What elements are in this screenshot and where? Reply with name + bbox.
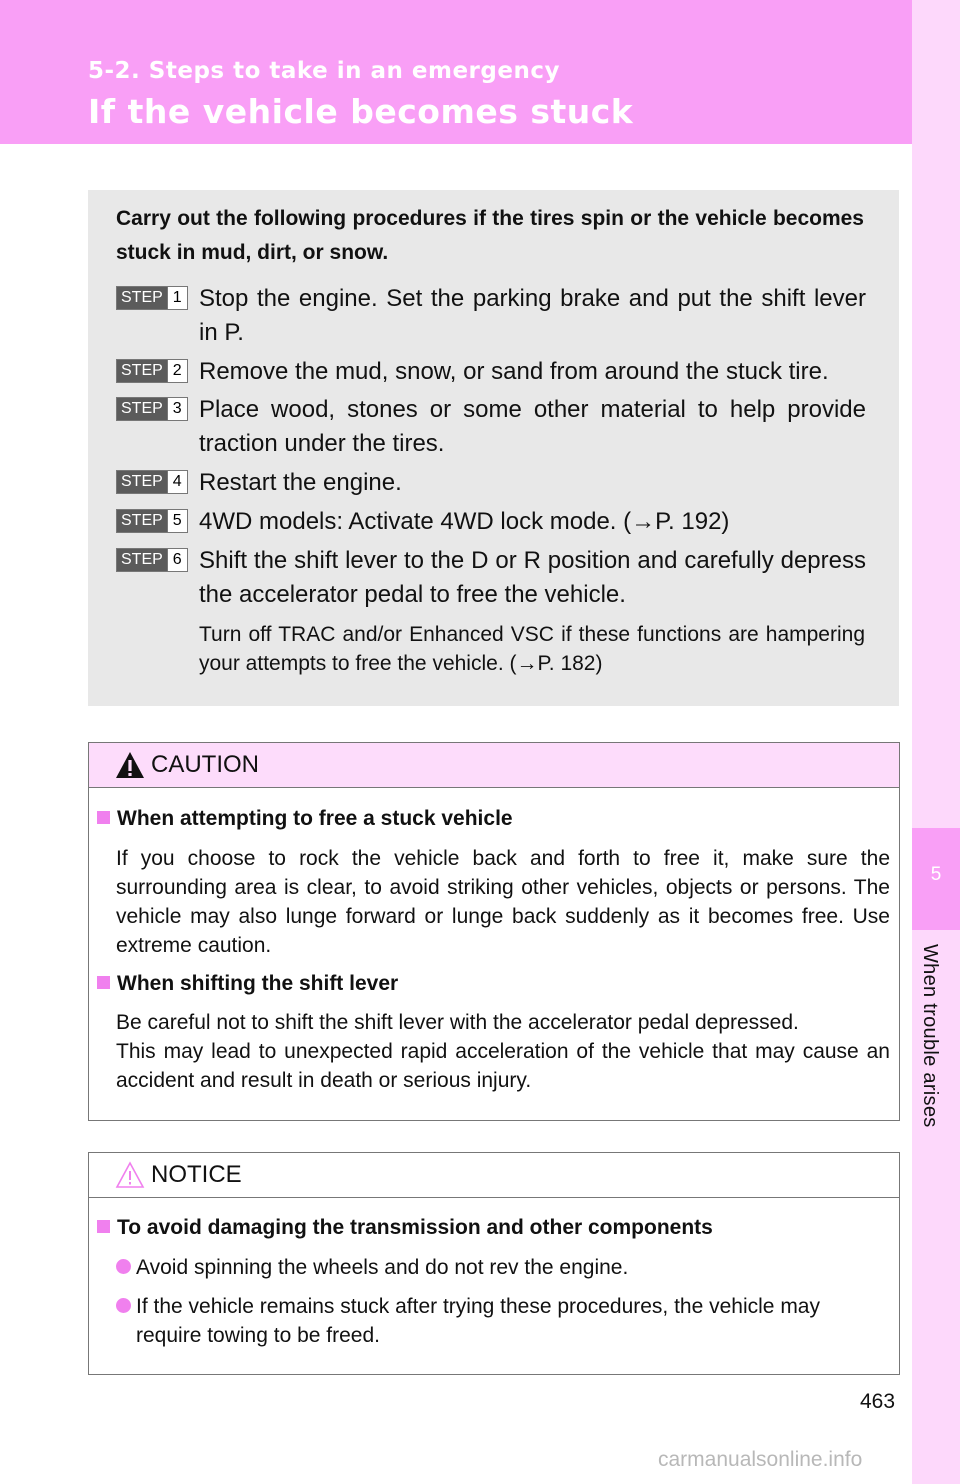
step-4 bbox=[116, 466, 866, 500]
page-title: If the vehicle becomes stuck bbox=[88, 92, 634, 131]
notice-box bbox=[88, 1152, 900, 1375]
step-badge: STEP 6 bbox=[116, 548, 188, 572]
step-text: 4WD models: Activate 4WD lock mode. (→P. 192) bbox=[199, 508, 730, 535]
step-6 bbox=[116, 544, 866, 612]
procedure-intro: Carry out the following procedures if the tires spin or the vehicle becomes stuck in mud, dirt, or snow. bbox=[116, 207, 864, 264]
section-label: 5-2. Steps to take in an emergency bbox=[88, 58, 560, 84]
caution-label: CAUTION bbox=[151, 751, 259, 778]
caution-paragraph: Be careful not to shift the shift lever with the accelerator pedal depressed. bbox=[116, 1011, 799, 1034]
notice-header bbox=[89, 1153, 899, 1198]
caution-section-title: When shifting the shift lever bbox=[97, 972, 398, 996]
step-text: Place wood, stones or some other material to help provide traction under the tires. bbox=[199, 396, 866, 457]
step-5 bbox=[116, 505, 866, 539]
circle-bullet-icon bbox=[116, 1298, 131, 1313]
step-text: Remove the mud, snow, or sand from around the stuck tire. bbox=[199, 358, 829, 385]
step-badge: STEP 4 bbox=[116, 470, 188, 494]
step-3 bbox=[116, 393, 866, 461]
step-badge: STEP 2 bbox=[116, 359, 188, 383]
step-badge: STEP 3 bbox=[116, 397, 188, 421]
chapter-sidebar bbox=[912, 0, 960, 1484]
circle-bullet-icon bbox=[116, 1259, 131, 1274]
caution-section-title: When attempting to free a stuck vehicle bbox=[97, 807, 513, 831]
chapter-title: When trouble arises bbox=[919, 944, 941, 1128]
step-1 bbox=[116, 282, 866, 350]
warning-outline-icon bbox=[115, 1161, 145, 1189]
step-2 bbox=[116, 355, 866, 389]
chapter-number: 5 bbox=[930, 864, 942, 885]
caution-paragraph: If you choose to rock the vehicle back and forth to free it, make sure the surrounding area is clear, to avoid striking other vehicles, objects or persons. The vehicle may also lunge forward or lunge back suddenly as it becomes free. Use extreme caution. bbox=[116, 847, 890, 957]
square-bullet-icon bbox=[97, 1220, 110, 1233]
warning-icon bbox=[115, 751, 145, 779]
step-text: Shift the shift lever to the D or R position and carefully depress the accelerator pedal to free the vehicle. bbox=[199, 547, 866, 608]
notice-bullet: If the vehicle remains stuck after trying these procedures, the vehicle may require towing to be freed. bbox=[116, 1292, 890, 1350]
caution-header bbox=[89, 743, 899, 788]
notice-bullet: Avoid spinning the wheels and do not rev the engine. bbox=[116, 1253, 890, 1282]
caution-paragraph: This may lead to unexpected rapid acceleration of the vehicle that may cause an accident and result in death or serious injury. bbox=[116, 1040, 890, 1092]
square-bullet-icon bbox=[97, 811, 110, 824]
step-badge: STEP 1 bbox=[116, 286, 188, 310]
procedure-note: Turn off TRAC and/or Enhanced VSC if these functions are hampering your attempts to free the vehicle. (→P. 182) bbox=[199, 623, 865, 675]
step-badge: STEP 5 bbox=[116, 509, 188, 533]
step-text: Restart the engine. bbox=[199, 469, 402, 496]
notice-label: NOTICE bbox=[151, 1161, 242, 1188]
page-number: 463 bbox=[860, 1390, 896, 1413]
page-header bbox=[0, 0, 912, 144]
caution-box bbox=[88, 742, 900, 1121]
square-bullet-icon bbox=[97, 976, 110, 989]
notice-section-title: To avoid damaging the transmission and other components bbox=[97, 1216, 713, 1240]
step-text: Stop the engine. Set the parking brake and put the shift lever in P. bbox=[199, 285, 866, 346]
watermark: carmanualsonline.info bbox=[658, 1448, 863, 1471]
